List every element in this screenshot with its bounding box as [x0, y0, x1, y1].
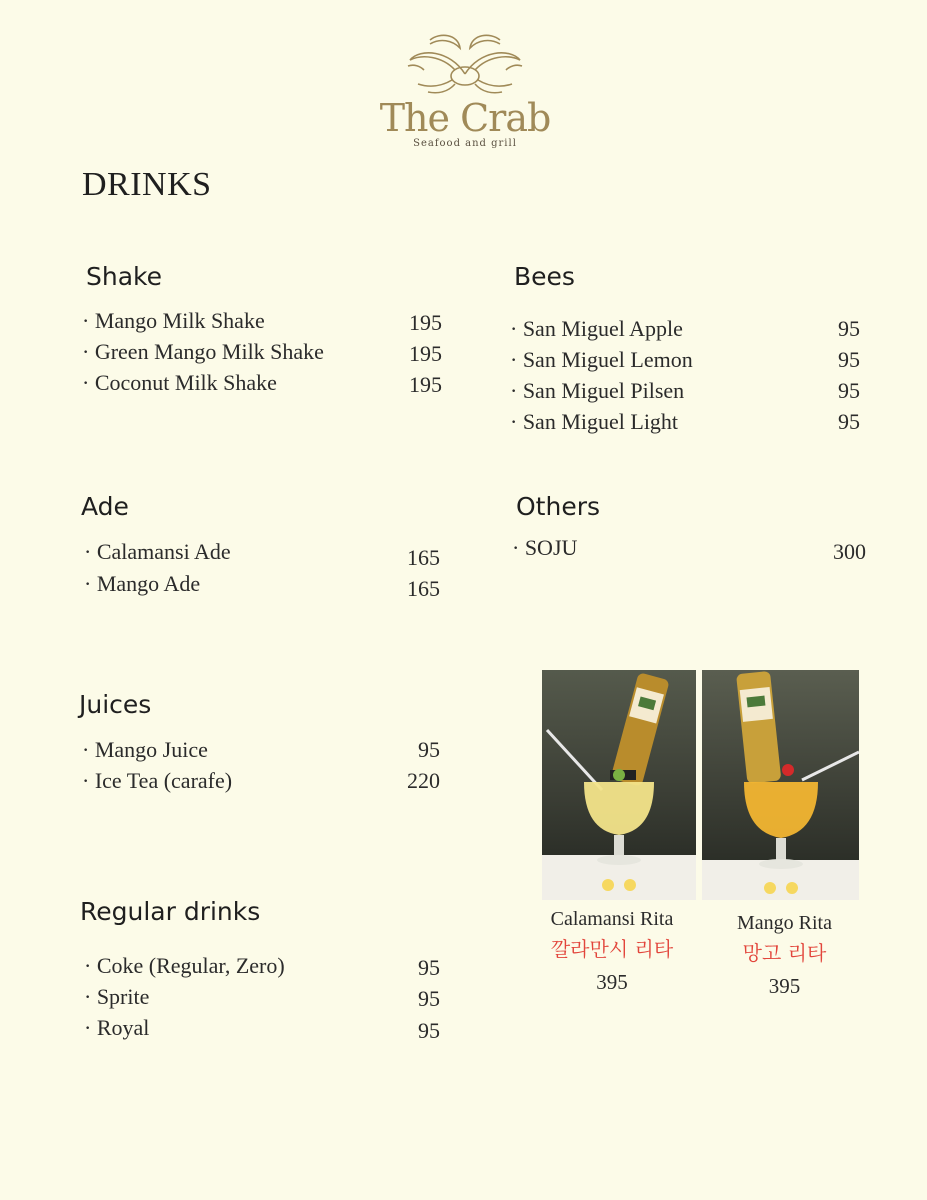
section-heading: Shake: [86, 262, 163, 291]
brand-name: The Crab: [379, 96, 551, 140]
section-others: [516, 492, 600, 521]
menu-item-price: 95: [838, 347, 860, 372]
menu-item-name: · Ice Tea (carafe): [82, 768, 233, 793]
section-regular-drinks: [80, 897, 260, 926]
menu-item-name: · San Miguel Apple: [510, 316, 683, 341]
menu-item-name: · Mango Milk Shake: [82, 308, 265, 333]
featured-item-price: 395: [768, 974, 801, 998]
menu-item-name: · San Miguel Pilsen: [510, 378, 685, 403]
section-juices: [79, 690, 151, 719]
menu-item-price: 95: [838, 378, 860, 403]
menu-item-price: 165: [407, 576, 440, 601]
menu-item-price: 165: [407, 545, 440, 570]
restaurant-logo: [370, 30, 560, 160]
section-heading: Bees: [514, 262, 575, 291]
featured-item: [702, 912, 867, 999]
crab-ornament-icon: [400, 30, 530, 96]
brand-tagline: Seafood and grill: [413, 138, 517, 149]
menu-item-price: 95: [418, 986, 440, 1011]
featured-item-name-korean: 깔라만시 리타: [550, 937, 674, 961]
menu-item-name: · San Miguel Lemon: [510, 347, 693, 372]
mango-rita-photo: [702, 670, 859, 900]
menu-item-name: · Calamansi Ade: [84, 539, 231, 564]
menu-item-price: 95: [418, 1018, 440, 1043]
featured-item-name: Calamansi Rita: [550, 908, 674, 930]
menu-item-price: 95: [838, 316, 860, 341]
menu-item-price: 300: [833, 539, 866, 564]
menu-item-name: · Mango Ade: [84, 571, 201, 596]
section-ade: [81, 492, 129, 521]
section-bees: [514, 262, 575, 291]
menu-item-price: 195: [409, 372, 442, 397]
featured-item-price: 395: [596, 970, 628, 994]
featured-item: [532, 908, 692, 995]
menu-item-name: · Green Mango Milk Shake: [82, 339, 324, 364]
menu-item-name: · Royal: [84, 1015, 150, 1040]
page-title: DRINKS: [82, 166, 212, 203]
menu-item-name: · Coke (Regular, Zero): [84, 953, 285, 978]
featured-item-name: Mango Rita: [737, 912, 832, 934]
section-shake: [86, 262, 162, 291]
menu-item-name: · SOJU: [512, 535, 578, 560]
menu-item-name: · Sprite: [84, 984, 150, 1009]
menu-item-price: 95: [418, 955, 440, 980]
section-heading: Regular drinks: [80, 897, 261, 926]
section-heading: Juices: [79, 690, 152, 719]
section-heading: Ade: [81, 492, 129, 521]
section-heading: Others: [516, 492, 601, 521]
featured-item-name-korean: 망고 리타: [742, 941, 827, 965]
menu-item-price: 195: [409, 341, 442, 366]
menu-item-price: 195: [409, 310, 442, 335]
menu-item-name: · Coconut Milk Shake: [82, 370, 277, 395]
menu-item-price: 95: [838, 409, 860, 434]
menu-item-price: 95: [418, 737, 440, 762]
menu-item-price: 220: [407, 768, 440, 793]
menu-item-name: · Mango Juice: [82, 737, 208, 762]
calamansi-rita-photo: [542, 670, 696, 900]
menu-item-name: · San Miguel Light: [510, 409, 679, 434]
